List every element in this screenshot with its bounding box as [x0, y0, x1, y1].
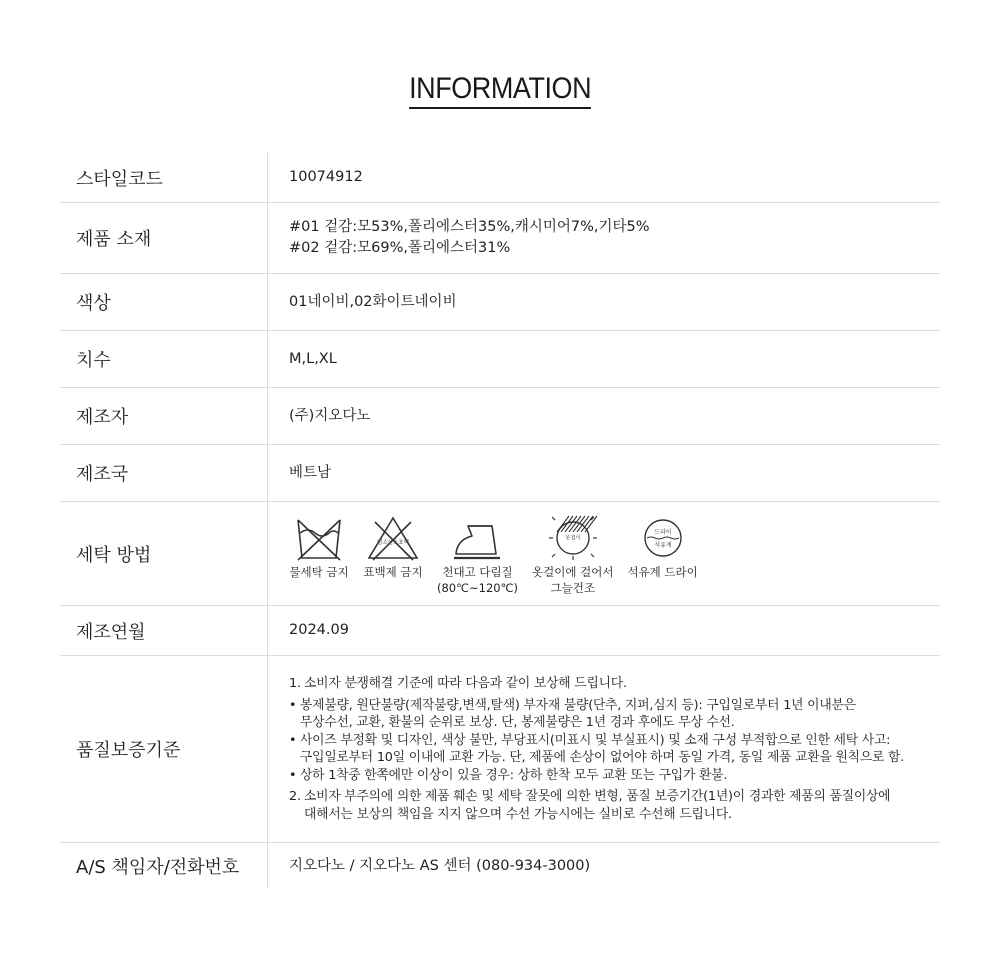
dry-clean-icon-text: 드라이: [653, 528, 672, 536]
row-manufacturer: [60, 388, 940, 445]
petroleum-dry-clean-icon: [633, 514, 693, 564]
dry-icon-text: 옷걸이: [564, 535, 581, 541]
quality-paragraph-2a: 소비자 부주의에 의한 제품 훼손 및 세탁 잘못에 의한 변형, 품질 보증기간(1년)이 경과한 제품의 품질이상에: [304, 789, 891, 804]
quality-text: [268, 656, 940, 842]
care-item: [437, 514, 518, 596]
material-line-1: #01 겉감:모53%,폴리에스터35%,캐시미어7%,기타5%: [289, 219, 650, 235]
hanger-shade-dry-icon: [543, 514, 603, 564]
row-washing: [60, 502, 940, 606]
row-label: 스타일코드: [60, 153, 268, 202]
no-bleach-icon: [363, 514, 423, 564]
care-caption: 옷걸이에 걸어서: [532, 564, 614, 579]
quality-paragraph-1: 소비자 분쟁해결 기준에 따라 다음과 같이 보상해 드립니다.: [304, 676, 627, 691]
row-value: 지오다노 / 지오다노 AS 센터 (080-934-3000): [289, 857, 591, 874]
row-material: [60, 203, 940, 274]
iron-cloth-icon: [448, 514, 508, 564]
care-caption-temp: (80℃~120℃): [437, 580, 519, 595]
care-item: [363, 514, 423, 580]
row-style-code: [60, 153, 940, 203]
quality-bullet-1a: 봉제불량, 원단불량(제작불량,변색,탈색) 부자재 불량(단추, 지퍼,심지 등): 구입일로부터 1년 이내분은: [300, 697, 856, 713]
care-caption: 천대고 다림질: [442, 564, 513, 579]
care-item: [289, 514, 349, 580]
care-caption: 석유계 드라이: [627, 564, 698, 579]
care-item: [532, 514, 613, 596]
quality-number: 1.: [289, 676, 301, 691]
bullet-icon: •: [289, 697, 297, 713]
row-value: M,L,XL: [289, 350, 337, 367]
row-value: 2024.09: [289, 622, 349, 638]
quality-bullet-3: 상하 1착중 한쪽에만 이상이 있을 경우: 상하 한착 모두 교환 또는 구입가 환불.: [300, 767, 728, 783]
row-size: [60, 331, 940, 388]
bullet-icon: •: [289, 767, 297, 783]
care-caption-line2: 그늘건조: [550, 580, 595, 595]
row-label: 제조자: [60, 388, 268, 444]
dry-clean-icon-text2: 석유계: [653, 541, 672, 549]
row-quality-guarantee: [60, 656, 940, 843]
row-value: (주)지오다노: [289, 407, 371, 424]
row-value: 01네이비,02화이트네이비: [289, 293, 457, 310]
quality-paragraph-2b: 대해서는 보상의 책임을 지지 않으며 수선 가능시에는 실비로 수선해 드립니다.: [304, 806, 732, 822]
row-label: 치수: [60, 331, 268, 387]
row-label: A/S 책임자/전화번호: [60, 843, 268, 889]
quality-number: 2.: [289, 789, 301, 804]
quality-bullet-1b: 무상수선, 교환, 환불의 순위로 보상. 단, 봉제불량은 1년 경과 후에도 무상 수선.: [300, 715, 735, 730]
bullet-icon: •: [289, 732, 297, 748]
row-label: 품질보증기준: [60, 656, 268, 842]
row-label: 색상: [60, 274, 268, 330]
row-label: 제조국: [60, 445, 268, 501]
row-value: 10074912: [289, 169, 363, 185]
care-caption: 물세탁 금지: [289, 564, 349, 579]
page-title: INFORMATION: [409, 72, 591, 109]
row-country: [60, 445, 940, 502]
bleach-icon-text: 염소산소표백: [377, 539, 409, 546]
row-after-service: [60, 843, 940, 889]
row-value: 베트남: [289, 464, 332, 481]
title-section: [0, 0, 1000, 109]
no-water-wash-icon: [289, 514, 349, 564]
row-label: 제품 소재: [60, 203, 268, 273]
care-symbol-list: [289, 514, 940, 596]
row-manufacture-date: [60, 606, 940, 656]
quality-bullet-2b: 구입일로부터 10일 이내에 교환 가능. 단, 제품에 손상이 없어야 하며 동일 가격, 동일 제품 교환을 원칙으로 함.: [300, 750, 905, 765]
quality-bullet-2a: 사이즈 부정확 및 디자인, 색상 불만, 부당표시(미표시 및 부실표시) 및 소재 구성 부적합으로 인한 세탁 사고:: [300, 732, 891, 748]
row-label: 세탁 방법: [60, 502, 268, 605]
care-item: [627, 514, 697, 580]
row-color: [60, 274, 940, 331]
care-caption: 표백제 금지: [363, 564, 423, 579]
row-label: 제조연월: [60, 606, 268, 655]
material-line-2: #02 겉감:모69%,폴리에스터31%: [289, 240, 511, 256]
product-info-table: [60, 153, 940, 889]
